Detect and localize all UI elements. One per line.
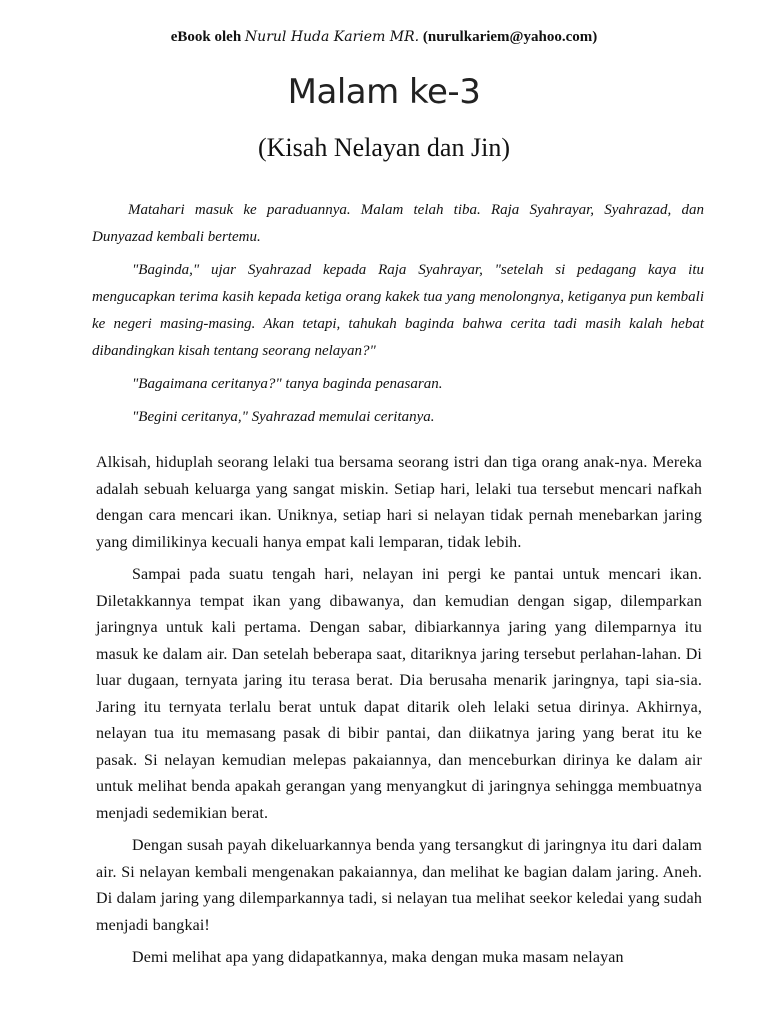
prologue-paragraph: "Bagaimana ceritanya?" tanya baginda penasaran.: [132, 376, 443, 392]
story-paragraph: Sampai pada suatu tengah hari, nelayan ini pergi ke pantai untuk mencari ikan. Diletakkannya tempat ikan yang dibawanya, dan kemudian dengan sigap, dilemparkan jaringnya untuk kali pertama. Dengan sabar, dibiarkannya jaring yang dilemparnya itu masuk ke dalam air. Dan setelah beberapa saat, ditariknya jaring tersebut perlahan-lahan. Di luar dugaan, ternyata jaring itu terasa berat. Dia berusaha menarik jaringnya, tapi sia-sia. Jaring itu ternyata terlalu berat untuk dapat ditarik oleh lelaki setua dirinya. Akhirnya, nelayan tua itu memasang pasak di bibir pantai, dan diikatnya jaring yang berat itu ke pasak. Si nelayan kemudian melepas pakaiannya, dan menceburkan dirinya ke dalam air untuk melihat benda apakah gerangan yang menyangkut di jaringnya sehingga membuatnya menjadi sedemikian berat.: [96, 566, 702, 822]
header-author: Nurul Huda Kariem MR.: [244, 29, 420, 45]
ebook-header: [0, 29, 768, 46]
prologue-paragraph: "Begini ceritanya," Syahrazad memulai ceritanya.: [132, 409, 435, 425]
chapter-title: Malam ke-3: [287, 72, 481, 112]
prologue-paragraph: "Baginda," ujar Syahrazad kepada Raja Syahrayar, "setelah si pedagang kaya itu mengucapkan terima kasih kepada ketiga orang kakek tua yang menolongnya, ketiganya pun kembali ke negeri masing-masing. Akan tetapi, tahukah baginda bahwa cerita tadi masih kalah hebat dibandingkan kisah tentang seorang nelayan?": [92, 262, 704, 359]
story-section: [96, 450, 702, 978]
chapter-subtitle: (Kisah Nelayan dan Jin): [258, 133, 510, 162]
story-paragraph: Demi melihat apa yang didapatkannya, maka dengan muka masam nelayan: [132, 949, 624, 966]
header-prefix: eBook oleh: [170, 29, 242, 45]
story-paragraph: Dengan susah payah dikeluarkannya benda yang tersangkut di jaringnya itu dari dalam air. Si nelayan kembali mengenakan pakaiannya, dan melihat ke bagian dalam jaring. Aneh. Di dalam jaring yang dilemparkannya tadi, si nelayan tua melihat seekor keledai yang sudah menjadi bangkai!: [96, 837, 702, 934]
header-email: (nurulkariem@yahoo.com): [422, 29, 598, 45]
prologue-section: [92, 197, 704, 437]
story-paragraph: Alkisah, hiduplah seorang lelaki tua bersama seorang istri dan tiga orang anak-nya. Mereka adalah sebuah keluarga yang sangat miskin. Setiap hari, lelaki tua tersebut mencari nafkah dengan cara mencari ikan. Uniknya, setiap hari si nelayan tidak pernah menebarkan jaring yang dimilikinya kecuali hanya empat kali lemparan, tidak lebih.: [96, 454, 702, 551]
prologue-paragraph: Matahari masuk ke paraduannya. Malam telah tiba. Raja Syahrayar, Syahrazad, dan Dunyazad kembali bertemu.: [92, 202, 704, 245]
